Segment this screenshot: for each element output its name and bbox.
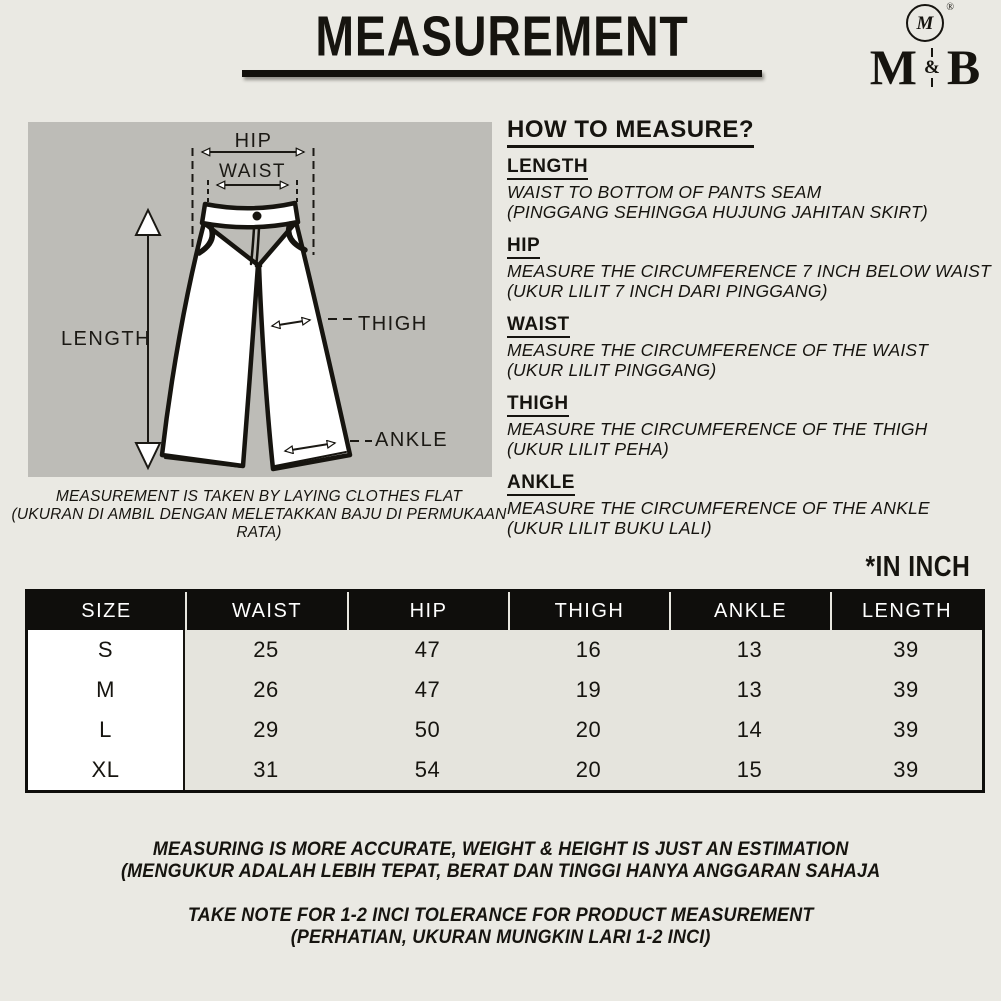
title-underline bbox=[242, 70, 762, 77]
size-table-header-row bbox=[28, 592, 982, 630]
diagram-caption-en: MEASUREMENT IS TAKEN BY LAYING CLOTHES FLAT bbox=[55, 488, 463, 505]
registered-trademark-icon: ® bbox=[946, 2, 954, 13]
footer-note-2-en: TAKE NOTE FOR 1-2 INCI TOLERANCE FOR PRODUCT MEASUREMENT bbox=[187, 904, 814, 926]
table-cell: 50 bbox=[414, 717, 441, 742]
brand-ampersand: & bbox=[924, 56, 940, 78]
length-arrow-up bbox=[136, 210, 160, 235]
size-label: L bbox=[28, 710, 185, 750]
table-cell: 13 bbox=[736, 637, 763, 662]
pants-outline bbox=[162, 203, 350, 469]
measure-term: LENGTH bbox=[507, 156, 588, 180]
table-cell: 47 bbox=[414, 677, 441, 702]
table-row-s bbox=[28, 630, 982, 670]
footer-note-1 bbox=[121, 838, 880, 882]
table-cell: 25 bbox=[253, 637, 279, 662]
measure-section-waist bbox=[507, 314, 993, 380]
table-cell: 47 bbox=[414, 637, 441, 662]
measure-desc-en: MEASURE THE CIRCUMFERENCE OF THE THIGH bbox=[507, 419, 928, 439]
column-header-size: SIZE bbox=[81, 599, 132, 622]
size-label: XL bbox=[28, 750, 185, 790]
measure-desc-en: WAIST TO BOTTOM OF PANTS SEAM bbox=[507, 182, 822, 202]
unit-note: *IN INCH bbox=[865, 551, 970, 583]
footer-note-1-ms: (MENGUKUR ADALAH LEBIH TEPAT, BERAT DAN TINGGI HANYA ANGGARAN SAHAJA bbox=[120, 860, 881, 882]
diagram-label-length: LENGTH bbox=[60, 328, 152, 350]
how-to-measure-section bbox=[507, 116, 993, 551]
footer-note-2-ms: (PERHATIAN, UKURAN MUNGKIN LARI 1-2 INCI) bbox=[290, 926, 711, 948]
brand-monogram-circle bbox=[906, 2, 954, 42]
measure-desc-ms: (UKUR LILIT PEHA) bbox=[507, 438, 669, 459]
diagram-label-waist: WAIST bbox=[219, 161, 286, 182]
brand-logo bbox=[859, 2, 991, 95]
measure-term: HIP bbox=[507, 235, 540, 259]
length-arrow-down bbox=[136, 443, 160, 468]
page-title: MEASUREMENT bbox=[315, 5, 689, 69]
table-cell: 20 bbox=[575, 717, 602, 742]
size-label: S bbox=[28, 630, 185, 670]
diagram-label-ankle: ANKLE bbox=[375, 429, 449, 451]
header bbox=[242, 5, 762, 77]
pants-button bbox=[253, 212, 262, 221]
table-cell: 39 bbox=[893, 637, 919, 662]
size-label: M bbox=[28, 670, 185, 710]
table-cell: 13 bbox=[736, 677, 763, 702]
column-header-length: LENGTH bbox=[830, 592, 982, 630]
table-cell: 26 bbox=[253, 677, 279, 702]
measure-term: WAIST bbox=[507, 314, 570, 338]
measure-section-hip bbox=[507, 235, 993, 301]
footer-notes bbox=[0, 838, 1001, 948]
table-cell: 39 bbox=[893, 677, 919, 702]
footer-note-1-en: MEASURING IS MORE ACCURATE, WEIGHT & HEIGHT IS JUST AN ESTIMATION bbox=[152, 838, 849, 860]
table-row-l bbox=[28, 710, 982, 750]
diagram-caption bbox=[4, 488, 514, 542]
diagram-label-hip: HIP bbox=[234, 130, 273, 152]
dash-divider bbox=[931, 78, 933, 87]
brand-ampersand-column bbox=[924, 48, 940, 87]
measure-desc-ms: (UKUR LILIT BUKU LALI) bbox=[507, 517, 712, 538]
table-cell: 16 bbox=[575, 637, 602, 662]
column-header-ankle: ANKLE bbox=[669, 592, 830, 630]
measure-section-thigh bbox=[507, 393, 993, 459]
dash-divider bbox=[931, 48, 933, 57]
measure-desc-ms: (UKUR LILIT PINGGANG) bbox=[507, 359, 717, 380]
how-to-measure-heading: HOW TO MEASURE? bbox=[507, 116, 754, 148]
pants-diagram-panel bbox=[28, 122, 492, 477]
diagram-caption-ms: (UKURAN DI AMBIL DENGAN MELETAKKAN BAJU DI PERMUKAAN RATA) bbox=[11, 506, 507, 541]
measure-term: THIGH bbox=[507, 393, 569, 417]
diagram-label-thigh: THIGH bbox=[358, 313, 428, 335]
table-cell: 39 bbox=[893, 717, 919, 742]
measure-desc-en: MEASURE THE CIRCUMFERENCE 7 INCH BELOW WAIST bbox=[507, 261, 991, 281]
footer-note-2 bbox=[121, 904, 880, 948]
column-header-hip: HIP bbox=[347, 592, 508, 630]
measure-section-ankle bbox=[507, 472, 993, 538]
table-cell: 54 bbox=[414, 757, 441, 782]
measure-desc-en: MEASURE THE CIRCUMFERENCE OF THE WAIST bbox=[507, 340, 929, 360]
measure-term: ANKLE bbox=[507, 472, 575, 496]
measure-section-length bbox=[507, 156, 993, 222]
measure-desc-ms: (UKUR LILIT 7 INCH DARI PINGGANG) bbox=[507, 280, 828, 301]
measure-desc-ms: (PINGGANG SEHINGGA HUJUNG JAHITAN SKIRT) bbox=[507, 201, 928, 222]
table-cell: 15 bbox=[736, 757, 763, 782]
column-header-waist: WAIST bbox=[185, 592, 347, 630]
table-cell: 20 bbox=[575, 757, 602, 782]
brand-wordmark bbox=[869, 39, 981, 95]
table-cell: 29 bbox=[253, 717, 279, 742]
footer-notes-text bbox=[121, 838, 880, 948]
table-row-xl bbox=[28, 750, 982, 790]
brand-monogram: M bbox=[916, 12, 934, 34]
column-header-thigh: THIGH bbox=[508, 592, 669, 630]
measure-desc-en: MEASURE THE CIRCUMFERENCE OF THE ANKLE bbox=[507, 498, 930, 518]
table-cell: 14 bbox=[736, 717, 763, 742]
table-cell: 39 bbox=[893, 757, 919, 782]
table-cell: 19 bbox=[575, 677, 602, 702]
table-cell: 31 bbox=[253, 757, 279, 782]
table-row-m bbox=[28, 670, 982, 710]
brand-letter-m: M bbox=[869, 39, 917, 95]
brand-letter-b: B bbox=[946, 39, 981, 95]
size-table bbox=[25, 589, 985, 793]
